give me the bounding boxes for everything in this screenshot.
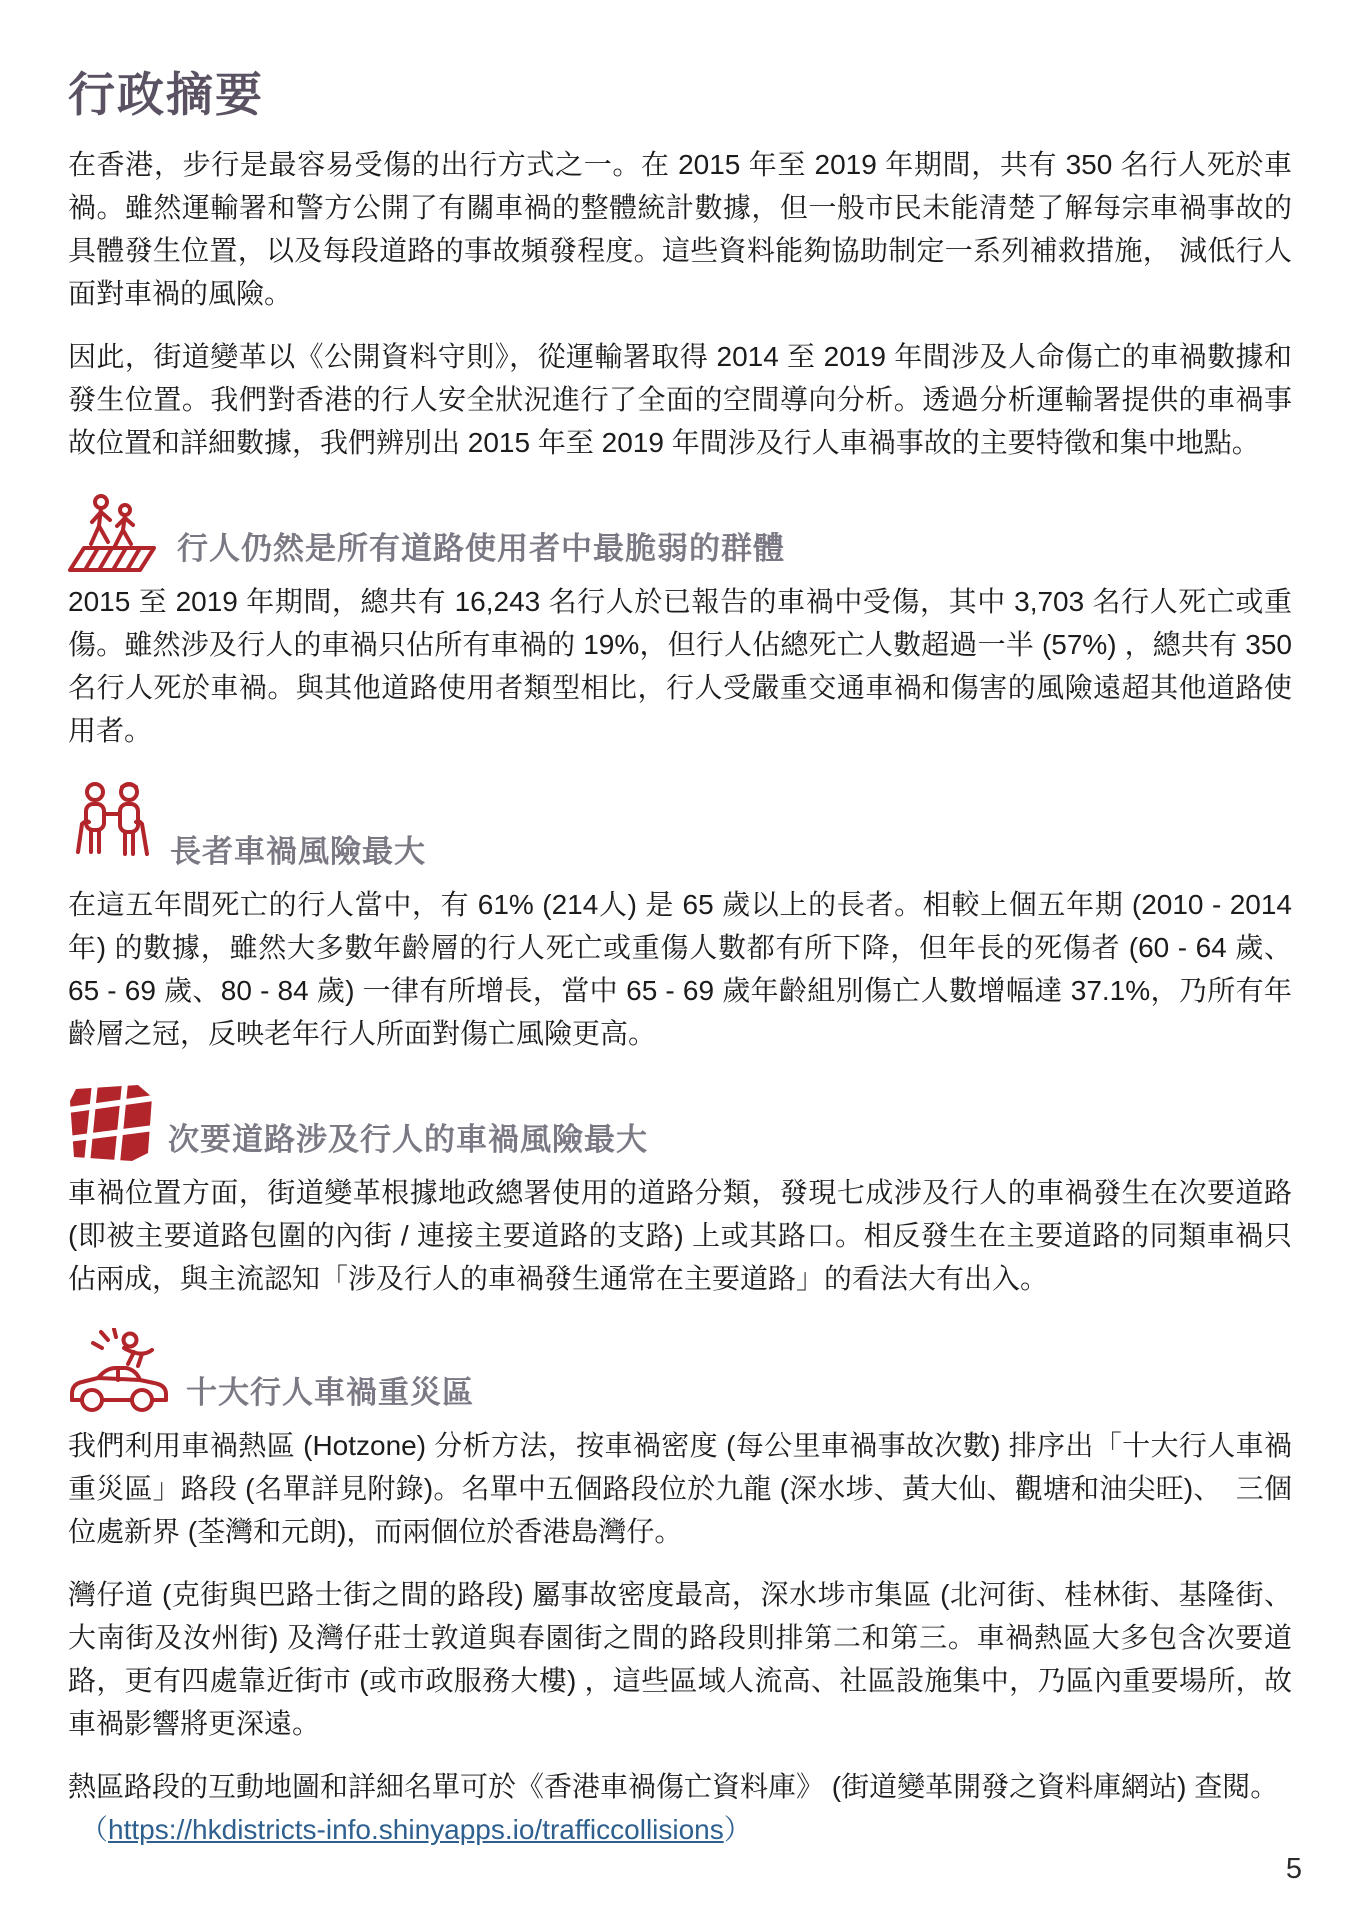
section-header-hotzones	[68, 1328, 1292, 1416]
section-heading-pedestrians: 行人仍然是所有道路使用者中最脆弱的群體	[177, 531, 785, 566]
section-heading-hotzones: 十大行人車禍重災區	[186, 1375, 474, 1410]
elderly-couple-icon	[68, 780, 156, 875]
pedestrian-crossing-icon	[68, 492, 163, 572]
car-collision-icon	[68, 1328, 172, 1416]
section-paragraph: 熱區路段的互動地圖和詳細名單可於《香港車禍傷亡資料庫》 (街道變革開發之資料庫網站) 查閱。	[68, 1771, 1279, 1802]
page-title: 行政摘要	[68, 68, 264, 121]
page-number: 5	[1285, 1853, 1302, 1885]
intro-paragraph-1: 在香港，步行是最容易受傷的出行方式之一。在 2015 年至 2019 年期間，共有 350 名行人死於車禍。雖然運輸署和警方公開了有關車禍的整體統計數據，但一般市民未能清楚了解每宗車禍事故的具體發生位置，以及每段道路的事故頻發程度。這些資料能夠協助制定一系列補救措施， 減低行人面對車禍的風險。	[68, 149, 1292, 309]
section-header-elderly	[68, 780, 1292, 875]
intro-paragraph-2: 因此，街道變革以《公開資料守則》，從運輸署取得 2014 至 2019 年間涉及人命傷亡的車禍數據和發生位置。我們對香港的行人安全狀況進行了全面的空間導向分析。透過分析運輸署提供的車禍事故位置和詳細數據，我們辨別出 2015 年至 2019 年間涉及行人車禍事故的主要特徵和集中地點。	[68, 341, 1292, 458]
link-close-paren: ）	[723, 1814, 752, 1845]
link-open-paren: （	[80, 1814, 109, 1845]
database-link[interactable]: https://hkdistricts-info.shinyapps.io/trafficcollisions	[108, 1814, 724, 1845]
road-map-icon	[68, 1083, 154, 1163]
section-paragraph: 我們利用車禍熱區 (Hotzone) 分析方法，按車禍密度 (每公里車禍事故次數) 排序出「十大行人車禍重災區」路段 (名單詳見附錄)。名單中五個路段位於九龍 (深水埗、黃大仙、觀塘和油尖旺)、 三個位處新界 (荃灣和元朗)，而兩個位於香港島灣仔。	[68, 1430, 1292, 1547]
section-header-secondary-roads	[68, 1083, 1292, 1163]
section-paragraph: 在這五年間死亡的行人當中，有 61% (214人) 是 65 歲以上的長者。相較上個五年期 (2010 - 2014 年) 的數據，雖然大多數年齡層的行人死亡或重傷人數都有所下降，但年長的死傷者 (60 - 64 歲、65 - 69 歲、80 - 84 歲) 一律有所增長，當中 65 - 69 歲年齡組別傷亡人數增幅達 37.1%，乃所有年齡層之冠，反映老年行人所面對傷亡風險更高。	[68, 889, 1292, 1049]
section-paragraph: 2015 至 2019 年期間，總共有 16,243 名行人於已報告的車禍中受傷，其中 3,703 名行人死亡或重傷。雖然涉及行人的車禍只佔所有車禍的 19%，但行人佔總死亡人數超過一半 (57%) ，總共有 350 名行人死於車禍。與其他道路使用者類型相比，行人受嚴重交通車禍和傷害的風險遠超其他道路使用者。	[68, 586, 1292, 746]
section-paragraph: 車禍位置方面，街道變革根據地政總署使用的道路分類，發現七成涉及行人的車禍發生在次要道路 (即被主要道路包圍的內街 / 連接主要道路的支路) 上或其路口。相反發生在主要道路的同類車禍只佔兩成，與主流認知「涉及行人的車禍發生通常在主要道路」的看法大有出入。	[68, 1177, 1292, 1294]
database-link-line	[68, 1808, 1292, 1851]
section-heading-elderly: 長者車禍風險最大	[170, 834, 426, 869]
section-paragraph: 灣仔道 (克街與巴路士街之間的路段) 屬事故密度最高，深水埗市集區 (北河街、桂林街、基隆街、大南街及汝州街) 及灣仔莊士敦道與春園街之間的路段則排第二和第三。車禍熱區大多包含次要道路，更有四處靠近街市 (或市政服務大樓) ，這些區域人流高、社區設施集中，乃區內重要場所，故車禍影響將更深遠。	[68, 1579, 1292, 1739]
section-heading-secondary-roads: 次要道路涉及行人的車禍風險最大	[168, 1122, 648, 1157]
section-header-pedestrians	[68, 492, 1292, 572]
